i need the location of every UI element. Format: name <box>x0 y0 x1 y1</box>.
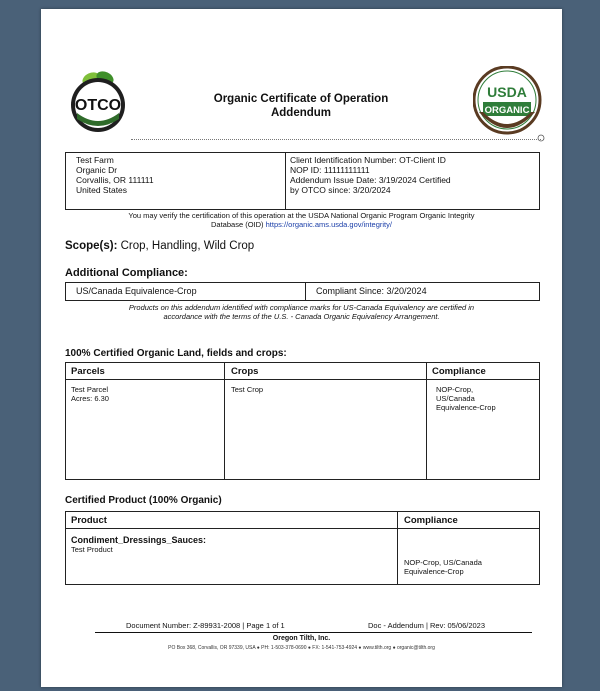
footer-contact: PO Box 368, Corvallis, OR 97339, USA ● PH: 1-503-378-0690 ● FX: 1-541-753-4924 ● www.tilth.org ● organic@tilth.org <box>168 645 435 651</box>
product-category: Condiment_Dressings_Sauces: <box>71 535 207 545</box>
operation-info-box <box>65 152 540 210</box>
svg-text:ORGANIC: ORGANIC <box>484 105 530 116</box>
parcel-acres: Acres: 6.30 <box>71 394 109 403</box>
column-header-product: Product <box>71 515 107 526</box>
address-line: Test Farm <box>76 155 114 165</box>
svg-text:OTCO: OTCO <box>74 97 122 114</box>
product-name: Test Product <box>71 545 113 554</box>
land-table-header <box>66 363 539 380</box>
equivalency-note-line: accordance with the terms of the U.S. - Canada Organic Equivalency Arrangement. <box>163 312 440 321</box>
column-header-crops: Crops <box>231 366 259 377</box>
scope-value: Crop, Handling, Wild Crop <box>120 240 255 252</box>
compliance-line: NOP-Crop, US/Canada <box>404 558 482 567</box>
certified-since: by OTCO since: 3/20/2024 <box>290 185 391 195</box>
address-line: Corvallis, OR 111111 <box>76 175 154 185</box>
client-id: Client Identification Number: OT-Client ID <box>290 155 446 165</box>
operation-address <box>66 153 286 209</box>
footer-organization: Oregon Tilth, Inc. <box>272 635 331 642</box>
compliance-since: Compliant Since: 3/20/2024 <box>316 286 427 296</box>
additional-compliance-heading: Additional Compliance: <box>65 267 188 279</box>
compliance-line: Equivalence-Crop <box>436 403 496 412</box>
column-divider <box>426 363 427 479</box>
footer-divider <box>95 632 532 633</box>
document-number: Document Number: Z-89931-2008 | Page 1 of 1 <box>126 621 285 630</box>
crop-name: Test Crop <box>231 385 264 394</box>
certificate-title: Organic Certificate of Operation <box>213 93 389 105</box>
products-table <box>65 511 540 585</box>
usda-organic-seal <box>473 66 545 142</box>
product-compliance <box>404 558 482 576</box>
column-divider <box>397 512 398 584</box>
compliance-line: Equivalence-Crop <box>404 567 464 576</box>
column-header-compliance: Compliance <box>432 366 486 377</box>
scope-line <box>65 240 254 252</box>
address-line: Organic Dr <box>76 165 118 175</box>
scope-label: Scope(s): <box>65 240 118 252</box>
compliance-line: US/Canada <box>436 394 475 403</box>
compliance-line: NOP-Crop, <box>436 385 474 394</box>
land-heading: 100% Certified Organic Land, fields and crops: <box>65 348 287 359</box>
nop-id: NOP ID: 11111111111 <box>290 165 370 175</box>
verify-line-prefix: Database (OID) <box>211 220 264 229</box>
header-divider <box>131 139 541 140</box>
certificate-page <box>41 9 562 687</box>
land-table <box>65 362 540 480</box>
compliance-box <box>65 282 540 301</box>
parcel-name: Test Parcel <box>71 385 109 394</box>
products-heading: Certified Product (100% Organic) <box>65 495 222 506</box>
verify-line: You may verify the certification of this operation at the USDA National Organic Program Organic Integrity <box>128 211 475 220</box>
certificate-subtitle: Addendum <box>270 107 332 119</box>
compliance-name: US/Canada Equivalence-Crop <box>66 283 306 300</box>
equivalency-note-line: Products on this addendum identified with compliance marks for US-Canada Equivalency are certified in <box>128 303 475 312</box>
address-line: United States <box>76 185 128 195</box>
verify-note <box>65 211 538 229</box>
certification-details <box>286 153 539 209</box>
table-row <box>71 385 109 403</box>
issue-date: Addendum Issue Date: 3/19/2024 Certified <box>290 175 451 185</box>
parcel-compliance <box>436 385 496 412</box>
otco-logo <box>65 67 133 135</box>
document-revision: Doc - Addendum | Rev: 05/06/2023 <box>368 621 486 630</box>
equivalency-note <box>65 303 538 321</box>
products-table-header <box>66 512 539 529</box>
table-row <box>71 535 206 554</box>
svg-text:USDA: USDA <box>487 84 527 100</box>
column-header-parcels: Parcels <box>71 366 105 377</box>
oid-link[interactable]: https://organic.ams.usda.gov/integrity/ <box>265 220 392 229</box>
column-divider <box>224 363 225 479</box>
column-header-compliance: Compliance <box>404 515 458 526</box>
